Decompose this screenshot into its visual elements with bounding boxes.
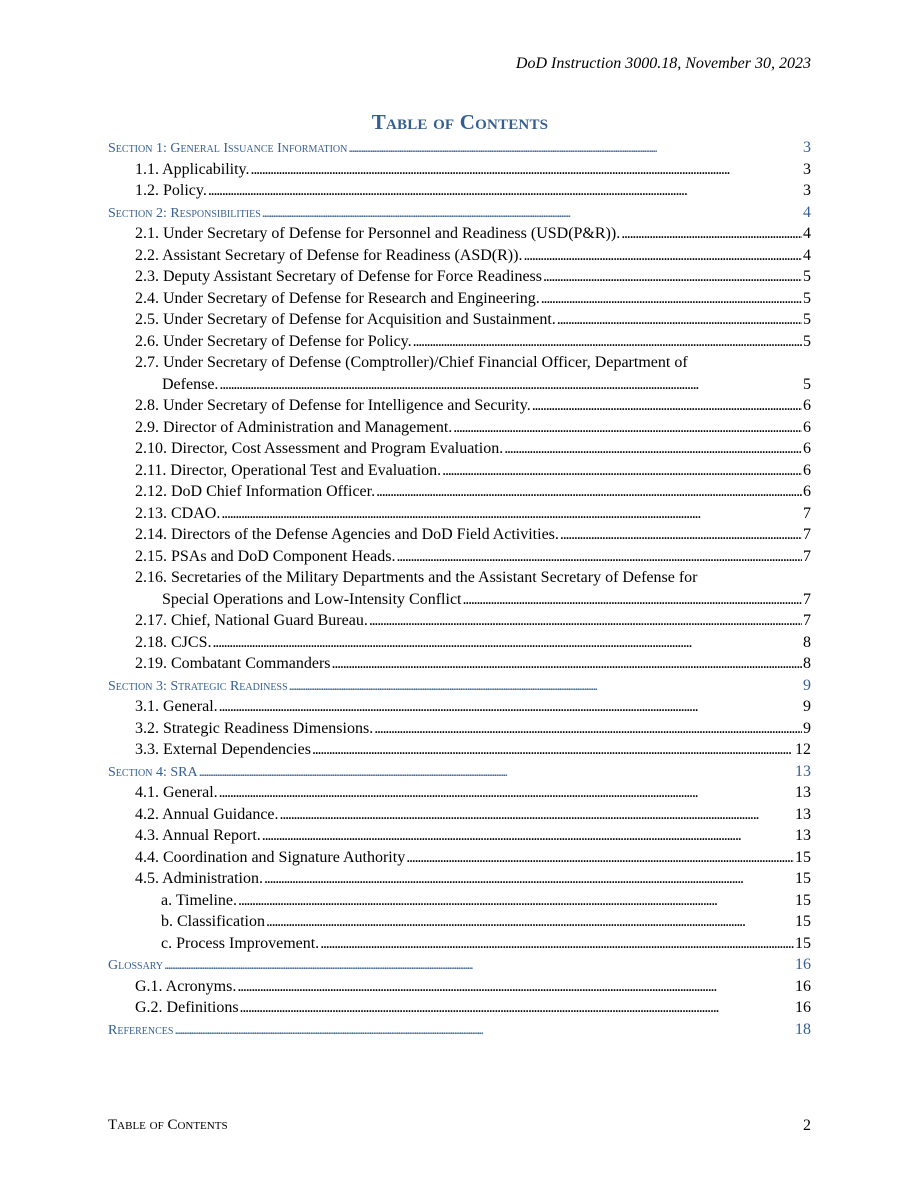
toc-page-number: 5 <box>803 375 811 393</box>
toc-entry-3-2[interactable] <box>108 718 811 740</box>
toc-entry-2-5[interactable] <box>108 309 811 331</box>
toc-page-number: 8 <box>803 655 811 672</box>
table-of-contents <box>108 137 811 1040</box>
toc-entry-2-7[interactable] <box>108 352 811 395</box>
toc-entry-4-1[interactable] <box>108 782 811 804</box>
toc-page-number: 6 <box>803 483 811 500</box>
toc-page-number: 13 <box>795 805 811 823</box>
toc-entry-1-1[interactable] <box>108 159 811 181</box>
toc-entry-3-3[interactable] <box>108 739 811 761</box>
toc-section-4[interactable] <box>108 761 811 783</box>
toc-entry-label: Section 4: SRA <box>108 764 198 780</box>
toc-entry-2-14[interactable] <box>108 524 811 546</box>
toc-section-glossary[interactable] <box>108 954 811 976</box>
toc-entry-label: 1.2. Policy. <box>135 182 207 199</box>
toc-section-2[interactable] <box>108 202 811 224</box>
toc-entry-label: 2.15. PSAs and DoD Component Heads. <box>135 547 396 565</box>
toc-entry-label: b. Classification <box>161 913 265 930</box>
toc-entry-2-10[interactable] <box>108 438 811 460</box>
toc-page-number: 18 <box>795 1020 811 1038</box>
toc-entry-label: 1.1. Applicability. <box>135 160 250 178</box>
toc-page-number: 7 <box>803 547 811 565</box>
toc-entry-label: 4.3. Annual Report. <box>135 827 261 844</box>
toc-entry-label: 3.3. External Dependencies <box>135 741 311 758</box>
toc-page-number: 3 <box>803 182 811 199</box>
toc-page-number: 13 <box>795 762 811 780</box>
toc-entry-4-5[interactable] <box>108 868 811 890</box>
toc-entry-label: 2.17. Chief, National Guard Bureau. <box>135 612 368 629</box>
toc-entry-label: 4.4. Coordination and Signature Authority <box>135 848 406 866</box>
toc-page-number: 7 <box>803 504 811 522</box>
toc-entry-2-16[interactable] <box>108 567 811 610</box>
toc-entry-3-1[interactable] <box>108 696 811 718</box>
toc-page-number: 15 <box>795 848 811 866</box>
running-header: DoD Instruction 3000.18, November 30, 2023 <box>515 55 811 72</box>
toc-entry-label: 3.1. General. <box>135 698 218 715</box>
toc-entry-2-11[interactable] <box>108 460 811 482</box>
toc-page-number: 13 <box>795 827 811 844</box>
toc-entry-2-3[interactable] <box>108 266 811 288</box>
toc-page-number: 9 <box>803 676 811 694</box>
toc-entry-1-2[interactable] <box>108 180 811 202</box>
toc-page-number: 7 <box>803 612 811 629</box>
toc-entry-label: 2.11. Director, Operational Test and Evaluation. <box>135 461 442 479</box>
toc-page-number: 8 <box>803 633 811 651</box>
toc-entry-label: Section 3: Strategic Readiness <box>108 678 288 694</box>
toc-page-number: 6 <box>803 461 811 479</box>
toc-page-number: 7 <box>803 526 811 543</box>
toc-page-number: 5 <box>803 289 811 307</box>
toc-entry-4-2[interactable] <box>108 804 811 826</box>
toc-entry-label: 2.14. Directors of the Defense Agencies and DoD Field Activities. <box>135 526 559 543</box>
toc-page-number: 5 <box>803 268 811 285</box>
toc-entry-2-19[interactable] <box>108 653 811 675</box>
toc-entry-label: 2.5. Under Secretary of Defense for Acquisition and Sustainment. <box>135 311 556 328</box>
toc-page-number: 3 <box>803 160 811 178</box>
toc-entry-4-5-b[interactable] <box>108 911 811 933</box>
toc-entry-label-continued: Defense. <box>162 375 219 393</box>
toc-entry-2-9[interactable] <box>108 417 811 439</box>
toc-entry-4-3[interactable] <box>108 825 811 847</box>
toc-page-number: 9 <box>803 719 811 737</box>
toc-entry-label: 2.18. CJCS. <box>135 633 212 651</box>
toc-page-number: 4 <box>803 203 811 221</box>
toc-page-number: 5 <box>803 332 811 350</box>
toc-entry-2-1[interactable] <box>108 223 811 245</box>
toc-page-number: 4 <box>803 225 811 242</box>
toc-entry-label: 2.8. Under Secretary of Defense for Intelligence and Security. <box>135 397 531 414</box>
toc-entry-label-continued: Special Operations and Low-Intensity Conflict <box>162 590 462 608</box>
toc-entry-label: 2.7. Under Secretary of Defense (Comptroller)/Chief Financial Officer, Department of <box>135 354 688 371</box>
toc-page-number: 6 <box>803 418 811 436</box>
toc-entry-label: 4.5. Administration. <box>135 870 263 887</box>
toc-page-number: 15 <box>795 913 811 930</box>
toc-page-number: 9 <box>803 698 811 715</box>
toc-entry-label: 2.2. Assistant Secretary of Defense for Readiness (ASD(R)). <box>135 246 523 264</box>
toc-entry-2-12[interactable] <box>108 481 811 503</box>
toc-entry-label: c. Process Improvement. <box>161 934 320 952</box>
toc-entry-label: Section 1: General Issuance Information <box>108 141 348 156</box>
toc-entry-label: 2.3. Deputy Assistant Secretary of Defense for Force Readiness <box>135 268 542 285</box>
toc-entry-2-2[interactable] <box>108 245 811 267</box>
toc-page-number: 15 <box>795 934 811 952</box>
toc-entry-label: 2.10. Director, Cost Assessment and Program Evaluation. <box>135 440 504 457</box>
toc-entry-label: 4.2. Annual Guidance. <box>135 805 279 823</box>
toc-page-number: 5 <box>803 311 811 328</box>
toc-entry-label: 2.16. Secretaries of the Military Departments and the Assistant Secretary of Defense for <box>135 569 698 586</box>
toc-page-number: 6 <box>803 397 811 414</box>
page-footer <box>108 1117 811 1135</box>
toc-page-number: 15 <box>795 891 811 909</box>
toc-page-number: 16 <box>795 999 811 1016</box>
toc-entry-label: 2.13. CDAO. <box>135 504 221 522</box>
toc-page-number: 16 <box>795 977 811 995</box>
toc-entry-2-13[interactable] <box>108 503 811 525</box>
footer-page-number: 2 <box>803 1117 811 1134</box>
toc-entry-g-2[interactable] <box>108 997 811 1019</box>
toc-entry-2-17[interactable] <box>108 610 811 632</box>
toc-entry-2-6[interactable] <box>108 331 811 353</box>
toc-section-1[interactable] <box>108 137 811 159</box>
toc-entry-2-4[interactable] <box>108 288 811 310</box>
toc-entry-label: 4.1. General. <box>135 784 218 801</box>
toc-entry-4-4[interactable] <box>108 847 811 869</box>
toc-entry-label: 2.19. Combatant Commanders <box>135 655 331 672</box>
toc-page-number: 16 <box>795 956 811 973</box>
toc-entry-g-1[interactable] <box>108 976 811 998</box>
toc-entry-label: 2.9. Director of Administration and Management. <box>135 418 453 436</box>
toc-entry-4-5-c[interactable] <box>108 933 811 955</box>
toc-entry-label: G.1. Acronyms. <box>135 977 237 995</box>
toc-entry-2-18[interactable] <box>108 632 811 654</box>
toc-page-number: 3 <box>803 139 811 156</box>
toc-entry-label: G.2. Definitions <box>135 999 239 1016</box>
toc-entry-label: Section 2: Responsibilities <box>108 205 261 221</box>
toc-page-number: 7 <box>803 590 811 608</box>
footer-label: Table of Contents <box>108 1117 228 1133</box>
toc-entry-label: 2.6. Under Secretary of Defense for Policy. <box>135 332 412 350</box>
toc-entry-label: Glossary <box>108 958 164 973</box>
toc-section-references[interactable] <box>108 1019 811 1041</box>
toc-entry-label: 3.2. Strategic Readiness Dimensions. <box>135 719 374 737</box>
toc-entry-label: 2.12. DoD Chief Information Officer. <box>135 483 376 500</box>
toc-entry-label: 2.4. Under Secretary of Defense for Research and Engineering. <box>135 289 540 307</box>
toc-section-3[interactable] <box>108 675 811 697</box>
toc-entry-label: a. Timeline. <box>161 891 238 909</box>
toc-page-number: 13 <box>795 784 811 801</box>
toc-page-number: 15 <box>795 870 811 887</box>
toc-page-number: 4 <box>803 246 811 264</box>
toc-entry-label: References <box>108 1022 174 1038</box>
toc-entry-2-8[interactable] <box>108 395 811 417</box>
toc-entry-4-5-a[interactable] <box>108 890 811 912</box>
toc-page-number: 12 <box>795 741 811 758</box>
toc-page-number: 6 <box>803 440 811 457</box>
toc-entry-label: 2.1. Under Secretary of Defense for Personnel and Readiness (USD(P&R)). <box>135 225 621 242</box>
toc-entry-2-15[interactable] <box>108 546 811 568</box>
page-title: Table of Contents <box>371 110 549 134</box>
